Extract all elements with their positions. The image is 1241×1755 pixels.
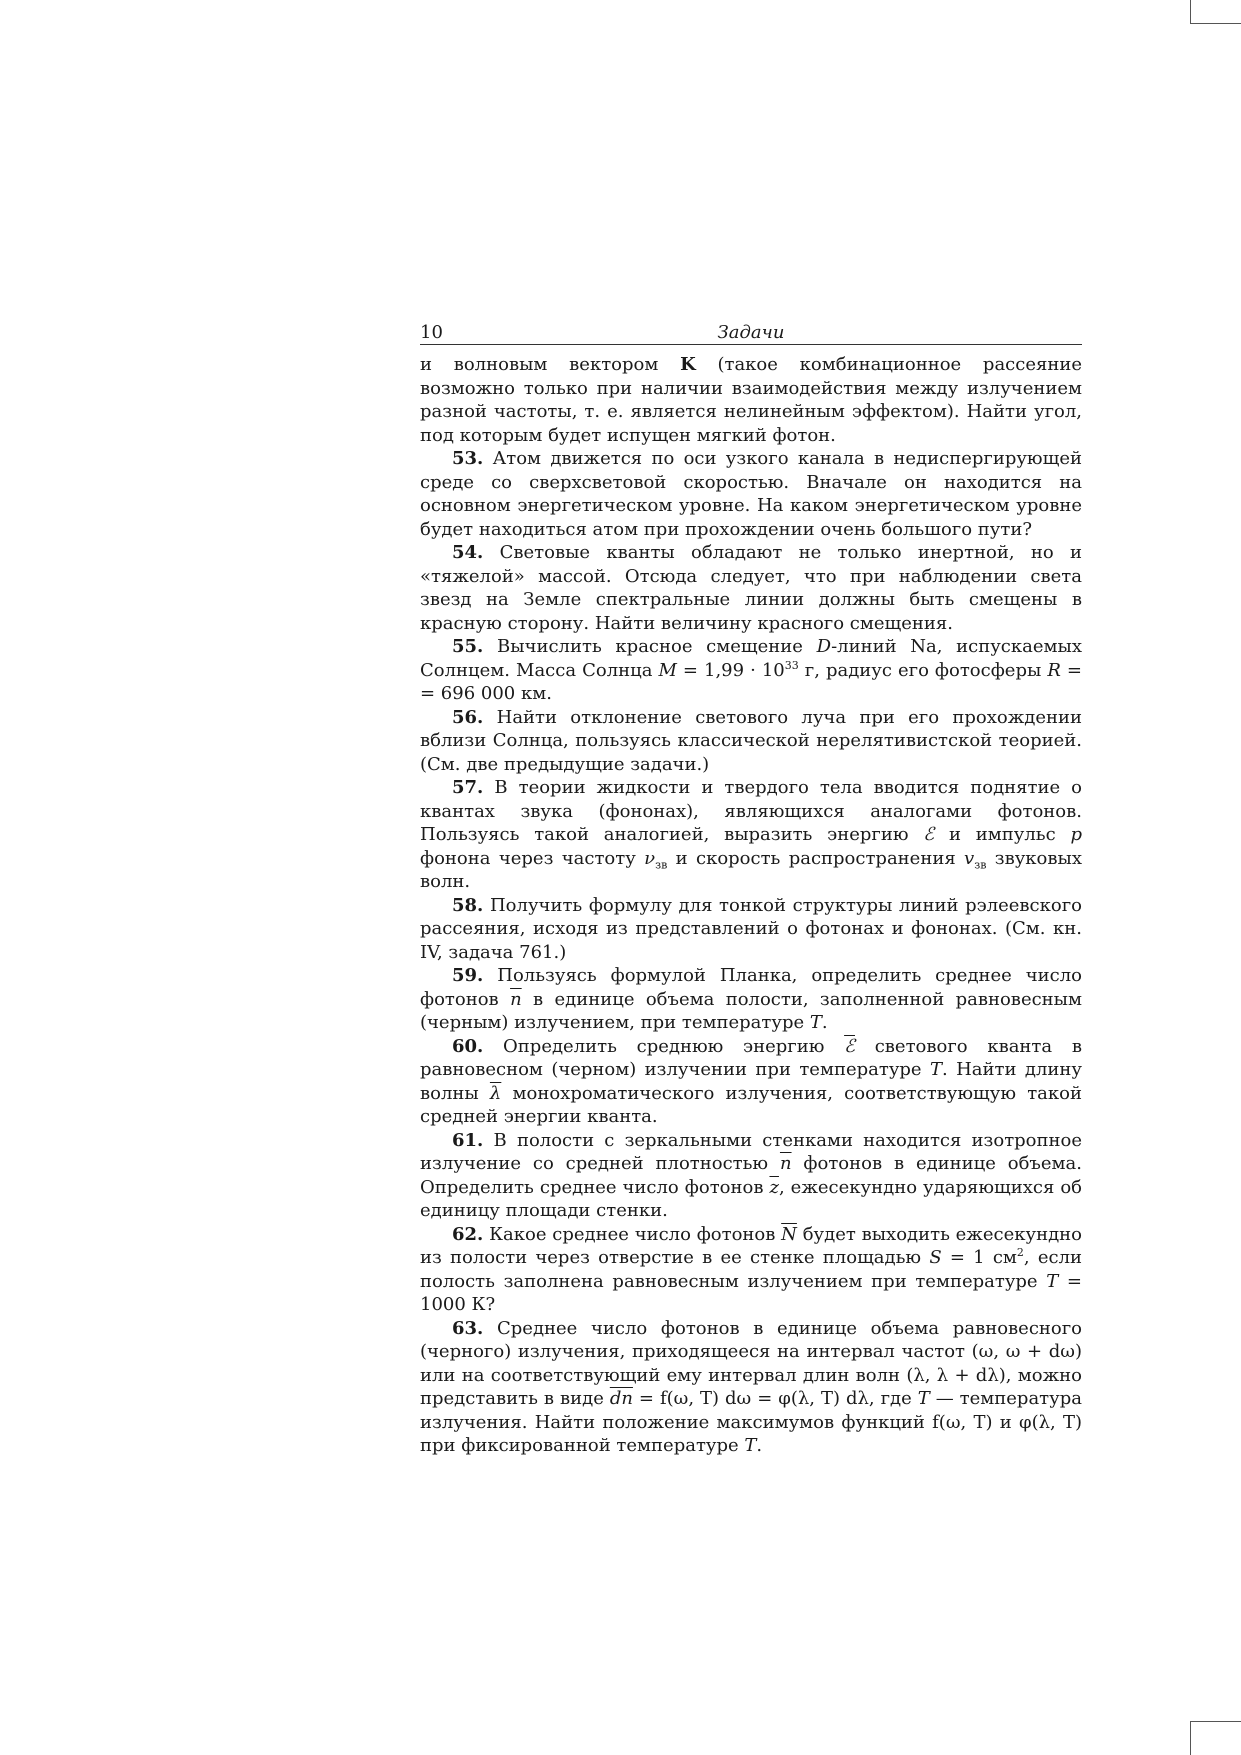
- problem-58: 58. Получить формулу для тонкой структуры линий рэлеевского рассеяния, исходя из представлений о фотонах и фононах. (См. кн. IV, задача 761.): [420, 894, 1082, 963]
- problem-number: 54.: [452, 542, 484, 563]
- problem-number: 57.: [452, 777, 484, 798]
- problem-number: 58.: [452, 894, 484, 916]
- problem-63: 63. Среднее число фотонов в единице объема равновесного (черного) излучения, приходящееся на интервал частот (ω, ω + dω) или на соответствующий ему интервал длин волн (λ, λ + dλ), можно представить в виде $\overline{dn} = f(\omega$, T) dω = φ(λ, T) dλ, где T — температура излучения. Найти положение максимумов функций f(ω, T) и φ(λ, T) при фиксированной температуре T.: [420, 1317, 1083, 1456]
- intro-paragraph: и волновым вектором K (такое комбинационное рассеяние возможно только при наличии взаимодействия между излучением разной частоты, т. е. является нелинейным эффектом). Найти угол, под которым будет испущен мягкий фотон.: [420, 354, 1082, 446]
- crop-mark-top-horizontal: [1190, 23, 1241, 24]
- problem-number: 55.: [452, 636, 484, 657]
- problem-55: 55. Вычислить красное смещение D-линий Na, испускаемых Солнцем. Масса Солнца $M = 1,99 \cdot 10^{33}$ г, радиус его фотосферы R = = 696 000 км.: [420, 636, 1082, 704]
- problem-59: 59. Пользуясь формулой Планка, определить среднее число фотонов $\overline{n}$ в единице объема полости, заполненной равновесным (черным) излучением, при температуре T.: [420, 965, 1082, 1033]
- body-text: [420, 353, 1082, 1458]
- problem-number: 59.: [452, 965, 484, 986]
- page-number: 10: [420, 322, 443, 343]
- problem-54: 54. Световые кванты обладают не только инертной, но и «тяжелой» массой. Отсюда следует, что при наблюдении света звезд на Земле спектральные линии должны быть смещены в красную сторону. Найти величину красного смещения.: [420, 542, 1082, 634]
- problem-60: 60. Определить среднюю энергию ℰ светового кванта в равновесном (черном) излучении при температуре T. Найти длину волны $\overline{\lambda}$ монохроматического излучения, соответствующую такой средней энергии кванта.: [420, 1035, 1082, 1127]
- problem-number: 60.: [452, 1035, 484, 1057]
- running-header: [420, 318, 1082, 345]
- crop-mark-bottom-horizontal: [1190, 1721, 1241, 1722]
- problem-53: 53. Атом движется по оси узкого канала в недиспергирующей среде со сверхсветовой скоростью. Вначале он находится на основном энергетическом уровне. На каком энергетическом уровне будет находиться атом при прохождении очень большого пути?: [420, 448, 1082, 540]
- problem-61: 61. В полости с зеркальными стенками находится изотропное излучение со средней плотностью $\overline{n}$ фотонов в единице объема. Определить среднее число фотонов $\overline{z}$, ежесекундно ударяющихся об единицу площади стенки.: [420, 1129, 1082, 1221]
- problem-56: 56. Найти отклонение светового луча при его прохождении вблизи Солнца, пользуясь классической нерелятивистской теорией. (См. две предыдущие задачи.): [420, 706, 1082, 775]
- page-content: [420, 318, 1082, 1458]
- running-title: Задачи: [717, 322, 785, 343]
- problem-number: 62.: [452, 1223, 484, 1245]
- crop-mark-top-vertical: [1190, 0, 1191, 24]
- problem-62: 62. Какое среднее число фотонов $\overline{N}$ будет выходить ежесекундно из полости через отверстие в ее стенке площадью S = 1 $см^2$, если полость заполнена равновесным излучением при температуре T = 1000 К?: [420, 1223, 1083, 1315]
- problem-number: 53.: [452, 448, 484, 469]
- problem-number: 61.: [452, 1129, 484, 1151]
- problem-number: 56.: [452, 706, 484, 728]
- problem-number: 63.: [452, 1317, 484, 1339]
- crop-mark-bottom-vertical: [1190, 1721, 1191, 1755]
- problem-57: 57. В теории жидкости и твердого тела вводится поднятие о квантах звука (фононах), являющихся аналогами фотонов. Пользуясь такой аналогией, выразить энергию ℰ и импульс p фонона через частоту $\nu_{зв}$ и скорость распространения $v_{зв}$ звуковых волн.: [420, 777, 1082, 892]
